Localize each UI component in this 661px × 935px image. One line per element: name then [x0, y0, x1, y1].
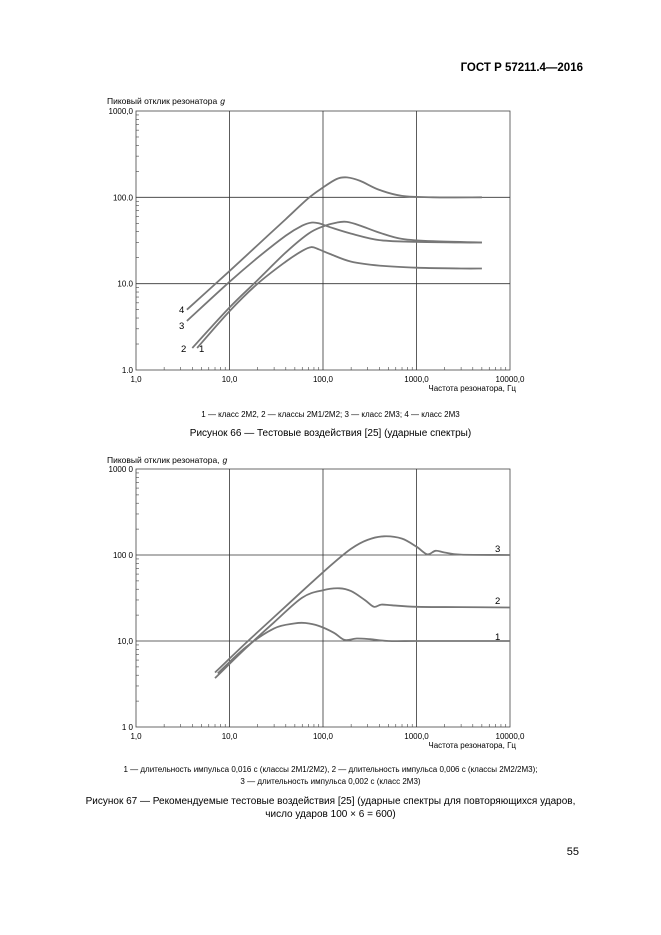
- document-header: ГОСТ Р 57211.4—2016: [460, 62, 583, 74]
- fig67-series-1-label: 1: [495, 632, 501, 643]
- fig67-series-2-label: 2: [495, 596, 501, 607]
- fig67-y-tick-label: 10,0: [117, 637, 133, 646]
- fig66-y-axis-unit: g: [220, 96, 225, 106]
- fig66-x-tick-label: 100,0: [312, 375, 334, 384]
- fig67-caption-line2: число ударов 100 × 6 = 600): [265, 809, 396, 820]
- fig67-legend: [0, 764, 661, 788]
- fig66-x-tick-label: 1000,0: [404, 375, 429, 384]
- fig67-x-tick-label: 1000,0: [404, 732, 429, 741]
- fig66-legend: 1 — класс 2М2, 2 — классы 2М1/2М2; 3 — класс 2М3; 4 — класс 2М3: [201, 410, 460, 419]
- fig67-y-axis-unit: g: [222, 455, 228, 465]
- fig66-x-tick-label: 10,0: [221, 375, 238, 384]
- fig67-x-axis-label: Частота резонатора, Гц: [428, 741, 516, 750]
- fig67-series-2-line: [215, 588, 510, 678]
- fig66-y-tick-label: 1000,0: [108, 107, 133, 116]
- fig66-x-axis-label: Частота резонатора, Гц: [428, 384, 516, 393]
- fig66-series-1-label: 1: [199, 344, 205, 355]
- fig67-caption: [0, 795, 661, 821]
- fig67-x-tick-label: 10000,0: [495, 732, 525, 741]
- fig66-x-tick-label: 10000,0: [495, 375, 525, 384]
- fig67-series-3-label: 3: [495, 544, 501, 555]
- fig66-y-tick-label: 10.0: [117, 279, 133, 289]
- fig66-y-tick-label: 1.0: [121, 366, 133, 375]
- fig67-x-tick-label: 100,0: [312, 732, 334, 741]
- fig66-y-axis-label-text: Пиковый отклик резонатора: [107, 96, 218, 106]
- fig67-y-axis-label-text: Пиковый отклик резонатора,: [107, 455, 220, 465]
- fig67-legend-line2: 3 — длительность импульса 0,002 с (класс 2М3): [240, 777, 421, 786]
- fig66-series-2-label: 2: [181, 344, 187, 355]
- fig67-series-3-line: [215, 536, 510, 672]
- fig67-y-tick-label: 1000 0: [108, 465, 133, 474]
- fig67-x-tick-label: 1,0: [130, 732, 142, 741]
- fig67-legend-line1: 1 — длительность импульса 0,016 с (классы 2М1/2М2), 2 — длительность импульса 0,006 с (классы 2М2/2М3);: [123, 765, 538, 774]
- fig66-caption: Рисунок 66 — Тестовые воздействия [25] (ударные спектры): [189, 428, 472, 439]
- fig67-y-tick-label: 1 0: [121, 723, 133, 732]
- fig66-series-3-label: 3: [179, 321, 185, 332]
- fig67-y-tick-label: 100 0: [112, 551, 133, 560]
- fig67-series-1-line: [218, 623, 510, 674]
- fig66-x-tick-label: 1,0: [130, 375, 142, 384]
- fig66-series-4-label: 4: [179, 305, 185, 316]
- fig67-caption-line1: Рисунок 67 — Рекомендуемые тестовые воздействия [25] (ударные спектры для повторяющихся ударов,: [85, 796, 576, 807]
- page-number: 55: [566, 846, 579, 858]
- fig66-y-tick-label: 100.0: [112, 193, 133, 203]
- fig67-x-tick-label: 10,0: [221, 732, 238, 741]
